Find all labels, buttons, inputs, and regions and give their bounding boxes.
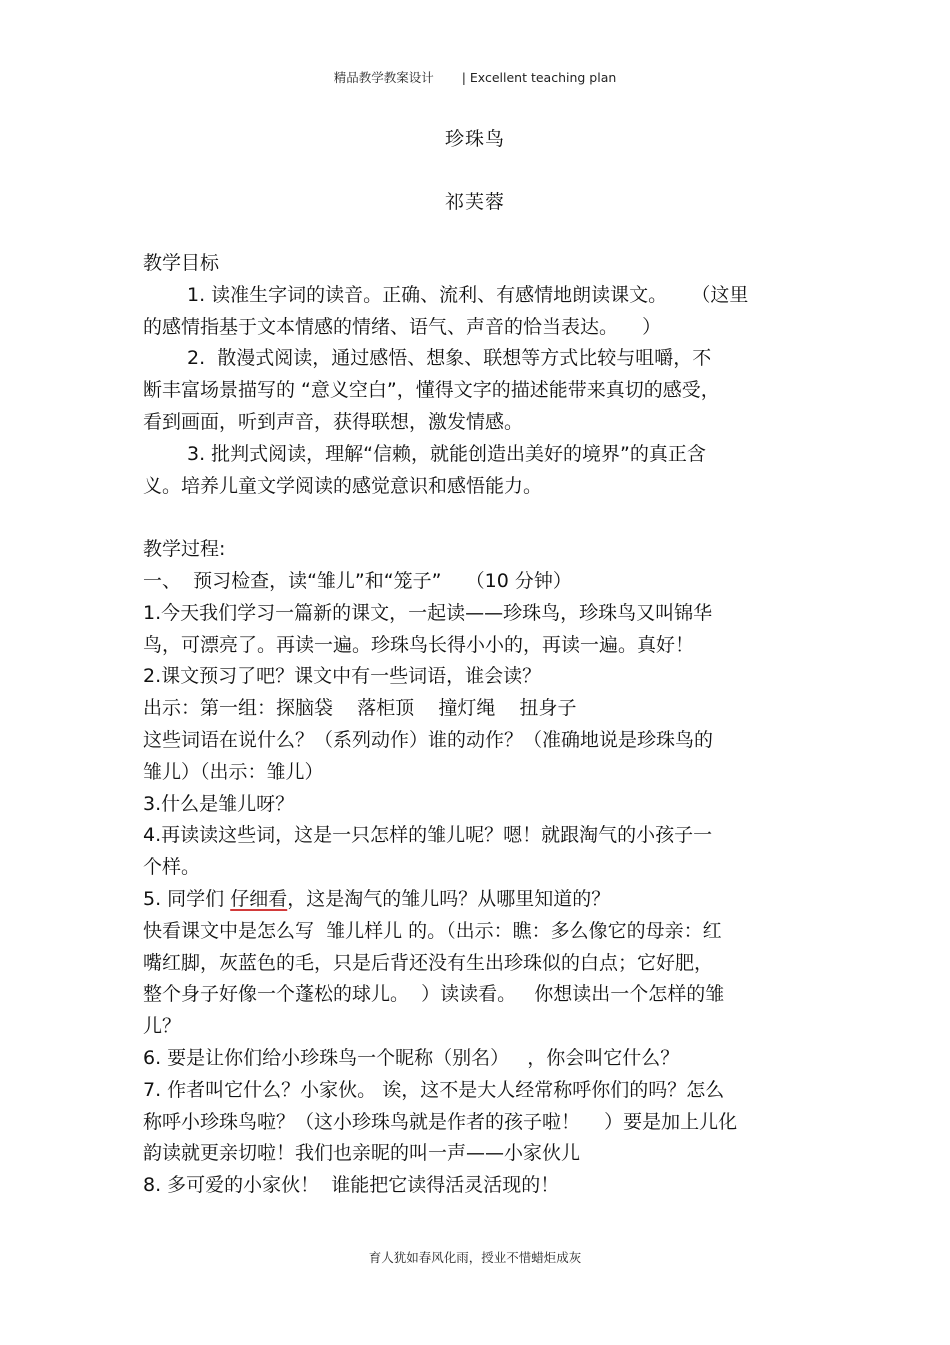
text-segment: ，这是淘气的雏儿吗？从哪里知道的？ <box>287 887 611 910</box>
text-line: 一、 预习检查，读“雏儿”和“笼子” （10 分钟） <box>143 569 572 592</box>
text-line: 7. 作者叫它什么？小家伙。 诶，这不是大人经常称呼你们的吗？怎么 <box>143 1078 725 1101</box>
text-line: 3.什么是雏儿呀？ <box>143 792 295 815</box>
header-right-text: | Excellent teaching plan <box>461 70 617 85</box>
text-line: 看到画面，听到声音，获得联想，激发情感。 <box>143 410 524 433</box>
document-title: 珍珠鸟 <box>444 128 505 150</box>
document-body <box>143 248 813 1202</box>
underlined-phrase: 仔细看 <box>230 887 288 910</box>
blank-line <box>143 502 813 534</box>
text-line: 1. 读准生字词的读音。正确、流利、有感情地朗读课文。 （这里 <box>187 283 749 306</box>
text-line: 快看课文中是怎么写 雏儿样儿 的。（出示：瞧：多么像它的母亲：红 <box>143 919 722 942</box>
text-line: 的感情指基于文本情感的情绪、语气、声音的恰当表达。 ） <box>143 315 662 338</box>
text-line: 断丰富场景描写的 “意义空白”，懂得文字的描述能带来真切的感受， <box>143 379 720 402</box>
document-author: 祁芙蓉 <box>444 191 505 213</box>
text-line: 出示：第一组：探脑袋 落柜顶 撞灯绳 扭身子 <box>143 697 577 720</box>
text-line: 韵读就更亲切啦！我们也亲昵的叫一声——小家伙儿 <box>143 1142 581 1165</box>
section-heading-process: 教学过程: <box>143 538 226 561</box>
text-line: 2.课文预习了吧？课文中有一些词语，谁会读？ <box>143 665 542 688</box>
text-line: 嘴红脚，灰蓝色的毛，只是后背还没有生出珍珠似的白点；它好肥， <box>143 951 714 974</box>
text-line: 1.今天我们学习一篇新的课文，一起读——珍珠鸟，珍珠鸟又叫锦华 <box>143 601 713 624</box>
text-line: 3. 批判式阅读，理解“信赖，就能创造出美好的境界”的真正含 <box>187 442 706 465</box>
text-line: 雏儿）（出示：雏儿） <box>143 760 324 783</box>
text-line: 儿？ <box>143 1015 182 1038</box>
page-header <box>0 68 950 86</box>
page-footer: 育人犹如春风化雨，授业不惜蜡炬成灰 <box>368 1250 582 1265</box>
text-line: 4.再读读这些词，这是一只怎样的雏儿呢？嗯！就跟淘气的小孩子一 <box>143 824 713 847</box>
text-line: 称呼小珍珠鸟啦？（这小珍珠鸟就是作者的孩子啦！ ）要是加上儿化 <box>143 1110 738 1133</box>
text-line: 这些词语在说什么？（系列动作）谁的动作？（准确地说是珍珠鸟的 <box>143 728 714 751</box>
section-heading-goals: 教学目标 <box>143 252 220 274</box>
text-line: 6. 要是让你们给小珍珠鸟一个昵称（别名） ，你会叫它什么？ <box>143 1046 680 1069</box>
text-segment: 5. 同学们 <box>143 887 231 910</box>
text-line <box>143 884 813 916</box>
text-line: 2. 散漫式阅读，通过感悟、想象、联想等方式比较与咀嚼，不 <box>187 347 712 370</box>
text-line: 义。培养儿童文学阅读的感觉意识和感悟能力。 <box>143 474 543 497</box>
text-line: 个样。 <box>143 856 201 879</box>
text-line: 鸟，可漂亮了。再读一遍。珍珠鸟长得小小的，再读一遍。真好！ <box>143 633 695 656</box>
text-line: 8. 多可爱的小家伙！ 谁能把它读得活灵活现的！ <box>143 1174 560 1197</box>
text-line: 整个身子好像一个蓬松的球儿。 ）读读看。 你想读出一个怎样的雏 <box>143 983 725 1006</box>
header-left-text: 精品教学教案设计 <box>333 70 434 85</box>
